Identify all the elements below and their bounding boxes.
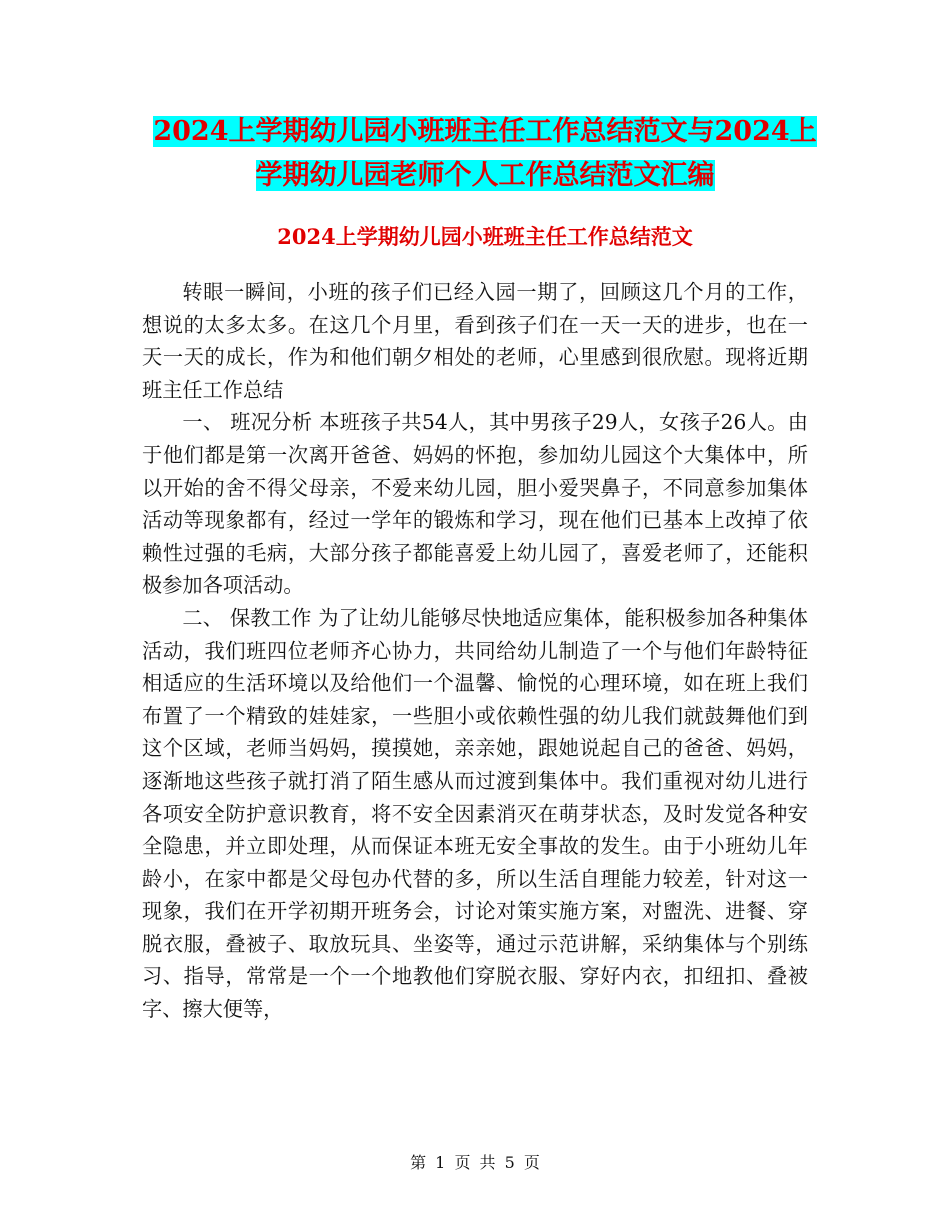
page-footer: 第 1 页 共 5 页	[410, 1153, 540, 1172]
document-main-title	[140, 110, 830, 198]
section-title: 2024上学期幼儿园小班班主任工作总结范文	[277, 224, 693, 249]
paragraph-care-education: 二、 保教工作 为了让幼儿能够尽快地适应集体，能积极参加各种集体活动，我们班四位老师齐心协力，共同给幼儿制造了一个与他们年龄特征相适应的生活环境以及给他们一个温馨、愉悦的心理环境，如在班上我们布置了一个精致的娃娃家，一些胆小或依赖性强的幼儿我们就鼓舞他们到这个区域，老师当妈妈，摸摸她，亲亲她，跟她说起自己的爸爸、妈妈，逐渐地这些孩子就打消了陌生感从而过渡到集体中。我们重视对幼儿进行各项安全防护意识教育，将不安全因素消灭在萌芽状态，及时发觉各种安全隐患，并立即处理，从而保证本班无安全事故的发生。由于小班幼儿年龄小，在家中都是父母包办代替的多，所以生活自理能力较差，针对这一现象，我们在开学初期开班务会，讨论对策实施方案，对盥洗、进餐、穿脱衣服，叠被子、取放玩具、坐姿等，通过示范讲解，采纳集体与个别练习、指导，常常是一个一个地教他们穿脱衣服、穿好内衣，扣纽扣、叠被字、擦大便等，	[142, 605, 808, 1022]
paragraph-intro: 转眼一瞬间，小班的孩子们已经入园一期了，回顾这几个月的工作，想说的太多太多。在这几个月里，看到孩子们在一天一天的进步，也在一天一天的成长，作为和他们朝夕相处的老师，心里感到很欣慰。现将近期班主任工作总结	[142, 280, 808, 402]
main-title-line-2: 学期幼儿园老师个人工作总结范文汇编	[255, 160, 715, 191]
document-body	[142, 276, 808, 1026]
main-title-line-1: 2024上学期幼儿园小班班主任工作总结范文与2024上	[153, 116, 817, 147]
paragraph-class-analysis: 一、 班况分析 本班孩子共54人，其中男孩子29人，女孩子26人。由于他们都是第一次离开爸爸、妈妈的怀抱，参加幼儿园这个大集体中，所以开始的舍不得父母亲，不爱来幼儿园，胆小爱哭鼻子，不同意参加集体活动等现象都有，经过一学年的锻炼和学习，现在他们已基本上改掉了依赖性过强的毛病，大部分孩子都能喜爱上幼儿园了，喜爱老师了，还能积极参加各项活动。	[142, 410, 808, 598]
